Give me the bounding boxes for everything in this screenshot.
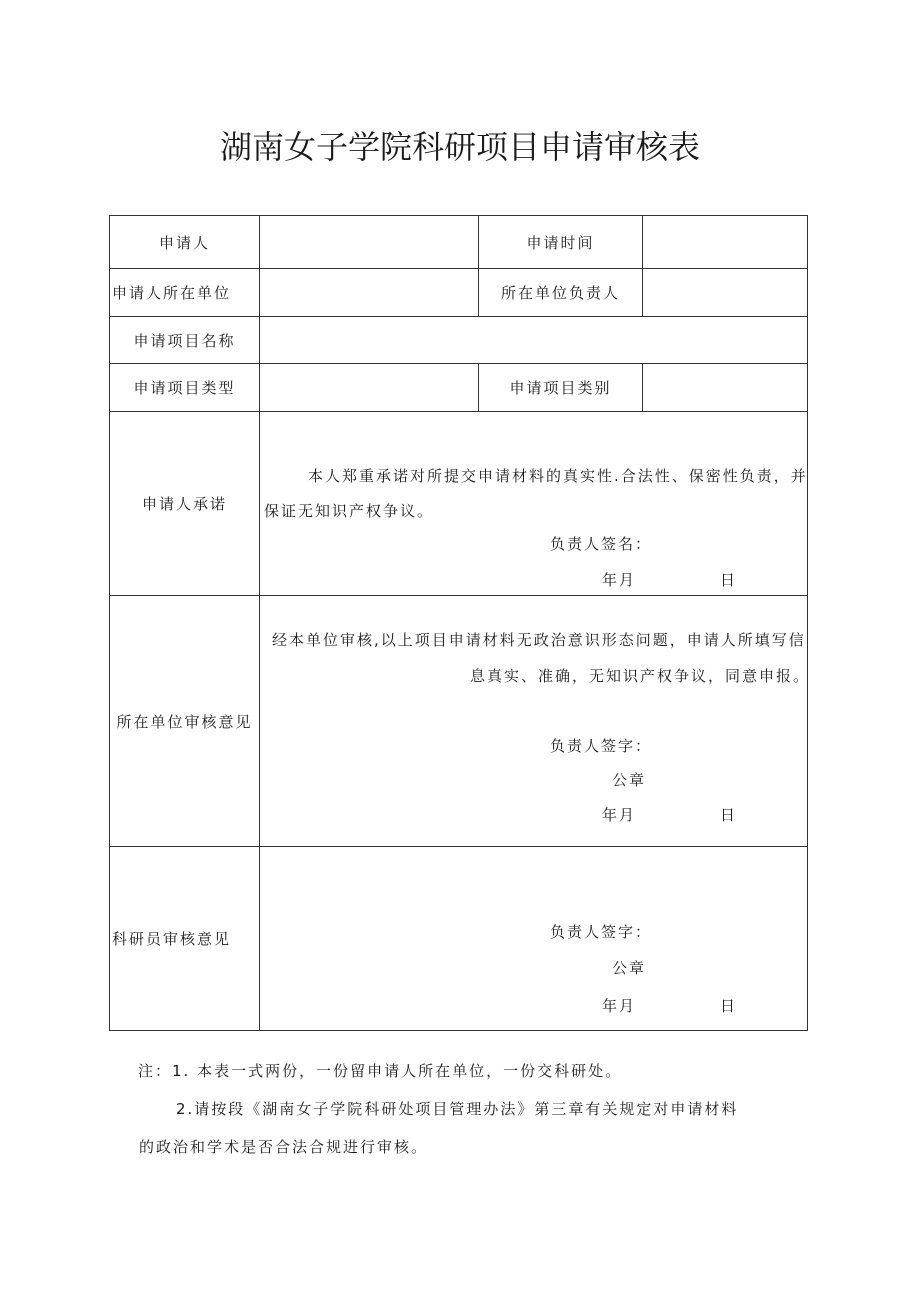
commitment-cell xyxy=(260,412,808,596)
project-type-label: 申请项目类型 xyxy=(110,364,260,412)
project-name-label: 申请项目名称 xyxy=(110,317,260,364)
research-review-label: 科研员审核意见 xyxy=(110,847,260,1031)
unit-review-text-line2: 息真实、准确，无知识产权争议，同意申报。 xyxy=(470,667,811,685)
apply-time-label: 申请时间 xyxy=(479,216,643,269)
research-review-date-year-month: 年月 xyxy=(602,997,637,1015)
application-form-table xyxy=(109,215,811,1031)
table-row xyxy=(110,596,808,847)
table-row xyxy=(110,269,808,317)
project-type-field[interactable] xyxy=(260,364,479,412)
commitment-label: 申请人承诺 xyxy=(110,412,260,596)
table-row xyxy=(110,412,808,596)
commitment-text-line1: 本人郑重承诺对所提交申请材料的真实性.合法性、保密性负责，并 xyxy=(308,467,808,485)
unit-head-field[interactable] xyxy=(643,269,808,317)
research-review-date-day: 日 xyxy=(720,997,738,1015)
applicant-field[interactable] xyxy=(260,216,479,269)
commitment-text-line2: 保证无知识产权争议。 xyxy=(264,502,435,520)
unit-review-text-line1: 经本单位审核,以上项目申请材料无政治意识形态问题，申请人所填写信 xyxy=(272,631,806,649)
applicant-unit-label: 申请人所在单位 xyxy=(110,269,260,317)
applicant-unit-field[interactable] xyxy=(260,269,479,317)
unit-review-date-year-month: 年月 xyxy=(602,806,637,824)
table-row xyxy=(110,317,808,364)
commitment-date-year-month: 年月 xyxy=(602,571,637,589)
unit-review-date-day: 日 xyxy=(720,806,738,824)
project-category-field[interactable] xyxy=(643,364,808,412)
table-row xyxy=(110,847,808,1031)
unit-head-label: 所在单位负责人 xyxy=(479,269,643,317)
project-name-field[interactable] xyxy=(260,317,808,364)
page-title: 湖南女子学院科研项目申请审核表 xyxy=(219,128,700,166)
unit-review-sign-label: 负责人签字： xyxy=(550,737,653,755)
note-line-1: 注：1. 本表一式两份，一份留申请人所在单位，一份交科研处。 xyxy=(138,1062,623,1080)
commitment-sign-label: 负责人签名： xyxy=(550,535,653,553)
note-line-2: 2.请按段《湖南女子学院科研处项目管理办法》第三章有关规定对申请材料 xyxy=(176,1100,739,1118)
project-category-label: 申请项目类别 xyxy=(479,364,643,412)
research-review-seal-label: 公章 xyxy=(612,959,647,977)
applicant-label: 申请人 xyxy=(110,216,260,269)
apply-time-field[interactable] xyxy=(643,216,808,269)
note-line-3: 的政治和学术是否合法合规进行审核。 xyxy=(139,1138,429,1156)
unit-review-seal-label: 公章 xyxy=(612,771,647,789)
research-review-cell xyxy=(260,847,808,1031)
unit-review-cell xyxy=(260,596,811,847)
commitment-date-day: 日 xyxy=(720,571,738,589)
unit-review-label: 所在单位审核意见 xyxy=(110,596,260,847)
table-row xyxy=(110,216,808,269)
table-row xyxy=(110,364,808,412)
research-review-sign-label: 负责人签字： xyxy=(550,923,653,941)
